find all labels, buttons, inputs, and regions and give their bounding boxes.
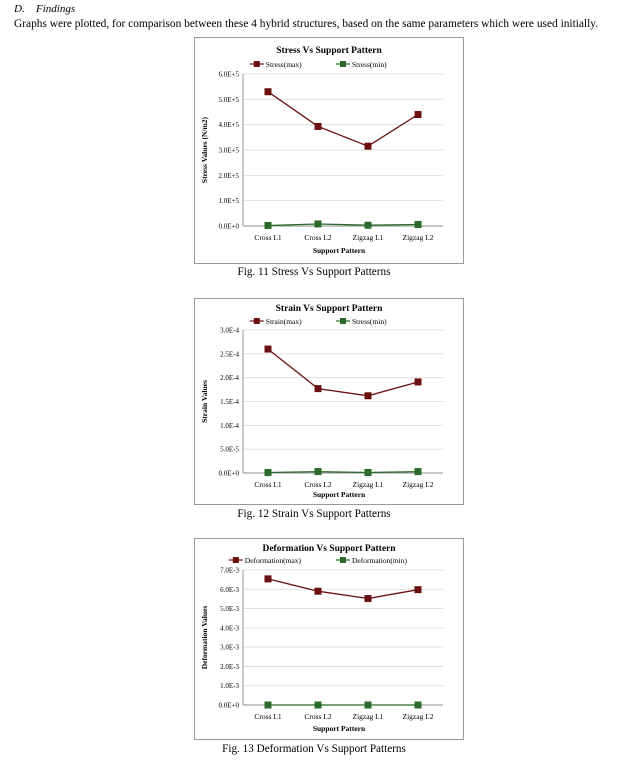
data-point-min bbox=[415, 221, 422, 228]
legend-swatch-marker bbox=[254, 61, 260, 67]
data-point-min bbox=[315, 702, 322, 709]
figure-caption-12: Fig. 12 Strain Vs Support Patterns bbox=[237, 508, 391, 520]
data-point-max bbox=[415, 586, 422, 593]
y-axis-label: Deformation Values bbox=[200, 605, 209, 670]
y-tick-label: 2.5E-4 bbox=[220, 350, 239, 359]
x-tick-label: Cross L1 bbox=[254, 233, 282, 242]
data-point-max bbox=[365, 595, 372, 602]
y-tick-label: 1.0E+5 bbox=[218, 197, 239, 206]
y-tick-label: 7.0E-3 bbox=[220, 566, 239, 575]
y-tick-label: 4.0E+5 bbox=[218, 121, 239, 130]
y-tick-label: 5.0E-5 bbox=[220, 445, 239, 454]
chart-title: Deformation Vs Support Pattern bbox=[262, 544, 396, 554]
stress-chart-svg bbox=[195, 38, 463, 263]
legend-label: Deformation(min) bbox=[352, 556, 407, 565]
y-axis-label: Stress Values (N/m2) bbox=[200, 116, 209, 184]
data-point-max bbox=[415, 378, 422, 385]
y-tick-label: 2.0E-3 bbox=[220, 662, 239, 671]
legend-swatch-marker bbox=[233, 557, 239, 563]
data-point-max bbox=[265, 575, 272, 582]
y-tick-label: 1.0E-3 bbox=[220, 682, 239, 691]
x-tick-label: Cross L2 bbox=[304, 712, 332, 721]
x-tick-label: Cross L2 bbox=[304, 480, 332, 489]
stress-chart bbox=[194, 37, 464, 264]
data-point-max bbox=[315, 588, 322, 595]
x-tick-label: Zigzag L2 bbox=[402, 712, 434, 721]
x-axis-label: Support Pattern bbox=[312, 490, 366, 499]
y-axis-label: Strain Values bbox=[200, 380, 209, 423]
y-tick-label: 5.0E-3 bbox=[220, 605, 239, 614]
y-tick-label: 1.0E-4 bbox=[220, 421, 239, 430]
data-point-max bbox=[365, 143, 372, 150]
strain-chart-svg bbox=[195, 299, 463, 504]
y-tick-label: 5.0E+5 bbox=[218, 95, 239, 104]
strain-chart bbox=[194, 298, 464, 505]
legend-label: Deformation(max) bbox=[244, 556, 302, 565]
y-tick-label: 2.0E-4 bbox=[220, 374, 239, 383]
intro-paragraph: Graphs were plotted, for comparison between these 4 hybrid structures, based on the same parameters which were used initially. bbox=[14, 18, 599, 30]
y-tick-label: 1.5E-4 bbox=[220, 398, 239, 406]
y-tick-label: 3.0E-3 bbox=[220, 643, 239, 652]
data-point-min bbox=[365, 222, 372, 229]
data-point-min bbox=[265, 702, 272, 709]
x-tick-label: Zigzag L1 bbox=[352, 233, 384, 242]
data-point-max bbox=[415, 111, 422, 118]
y-tick-label: 0.0E+0 bbox=[218, 222, 239, 231]
y-tick-label: 2.0E+5 bbox=[218, 171, 239, 180]
chart-title: Stress Vs Support Pattern bbox=[276, 46, 382, 56]
chart-title: Strain Vs Support Pattern bbox=[275, 304, 383, 314]
legend-label: Stress(min) bbox=[352, 60, 387, 69]
x-tick-label: Zigzag L1 bbox=[352, 480, 384, 489]
data-point-min bbox=[315, 468, 322, 475]
section-heading bbox=[14, 3, 75, 15]
x-tick-label: Cross L1 bbox=[254, 712, 282, 721]
legend-swatch-marker bbox=[340, 318, 346, 324]
data-point-min bbox=[415, 702, 422, 709]
series-line-max bbox=[268, 92, 418, 147]
figure-caption-11: Fig. 11 Stress Vs Support Patterns bbox=[237, 266, 391, 278]
y-tick-label: 0.0E+0 bbox=[218, 701, 239, 710]
data-point-max bbox=[265, 88, 272, 95]
x-tick-label: Cross L1 bbox=[254, 480, 282, 489]
figure-caption-13: Fig. 13 Deformation Vs Support Patterns bbox=[222, 743, 406, 755]
y-tick-label: 3.0E-4 bbox=[220, 326, 239, 335]
series-line-max bbox=[268, 349, 418, 396]
data-point-min bbox=[415, 468, 422, 475]
deformation-chart bbox=[194, 538, 464, 740]
data-point-min bbox=[265, 222, 272, 229]
x-tick-label: Zigzag L1 bbox=[352, 712, 384, 721]
data-point-max bbox=[315, 123, 322, 130]
legend-swatch-marker bbox=[254, 318, 260, 324]
y-tick-label: 3.0E+5 bbox=[218, 146, 239, 155]
section-number: D. bbox=[14, 3, 25, 15]
legend-label: Stress(min) bbox=[352, 317, 387, 326]
series-line-max bbox=[268, 579, 418, 599]
data-point-max bbox=[315, 385, 322, 392]
data-point-min bbox=[365, 469, 372, 476]
y-tick-label: 6.0E+5 bbox=[218, 70, 239, 79]
y-tick-label: 0.0E+0 bbox=[218, 469, 239, 478]
x-tick-label: Zigzag L2 bbox=[402, 233, 434, 242]
x-tick-label: Zigzag L2 bbox=[402, 480, 434, 489]
legend-label: Stress(max) bbox=[265, 60, 302, 69]
data-point-min bbox=[315, 220, 322, 227]
x-axis-label: Support Pattern bbox=[312, 246, 366, 255]
series-line-min bbox=[268, 472, 418, 473]
data-point-max bbox=[265, 346, 272, 353]
data-point-max bbox=[365, 392, 372, 399]
deformation-chart-svg bbox=[195, 539, 463, 739]
x-tick-label: Cross L2 bbox=[304, 233, 332, 242]
series-line-min bbox=[268, 224, 418, 226]
y-tick-label: 4.0E-3 bbox=[220, 624, 239, 633]
section-title: Findings bbox=[36, 3, 76, 15]
legend-swatch-marker bbox=[340, 61, 346, 67]
y-tick-label: 6.0E-3 bbox=[220, 585, 239, 594]
legend-swatch-marker bbox=[340, 557, 346, 563]
data-point-min bbox=[365, 702, 372, 709]
x-axis-label: Support Pattern bbox=[312, 724, 366, 733]
legend-label: Strain(max) bbox=[265, 317, 302, 326]
data-point-min bbox=[265, 469, 272, 476]
